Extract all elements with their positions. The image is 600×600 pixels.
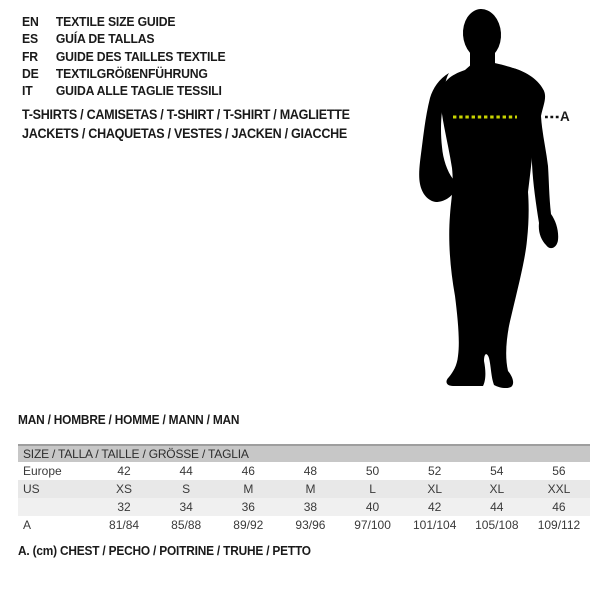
size-cell: XXL (547, 482, 571, 496)
size-cell: 32 (117, 500, 131, 514)
language-code: DE (22, 65, 39, 81)
language-code: IT (22, 83, 33, 99)
size-cell: 46 (552, 500, 566, 514)
size-cell: 101/104 (412, 518, 457, 532)
torso-legs (440, 62, 544, 388)
measurement-footnote: A. (cm) CHEST / PECHO / POITRINE / TRUHE / PETTO (18, 544, 311, 558)
size-cell: XS (116, 482, 133, 496)
size-cell: 48 (303, 464, 318, 478)
size-cell: 109/112 (537, 518, 581, 532)
language-row-fr (22, 48, 225, 65)
size-cell: 52 (428, 464, 442, 478)
language-row-de (22, 65, 225, 82)
size-cell: 42 (117, 464, 131, 478)
size-cell: 54 (490, 464, 504, 478)
section-title-man: MAN / HOMBRE / HOMME / MANN / MAN (18, 413, 240, 427)
category-line-jackets: JACKETS / CHAQUETAS / VESTES / JACKEN / GIACCHE (22, 125, 347, 141)
size-cell: 34 (179, 500, 193, 514)
size-cell: 38 (303, 500, 318, 514)
table-row-us (18, 480, 590, 498)
man-silhouette (395, 0, 575, 395)
language-row-en (22, 13, 225, 30)
size-cell: 97/100 (354, 518, 391, 532)
table-row-europe (18, 462, 590, 480)
size-cell: 85/88 (171, 518, 202, 532)
size-cell: 93/96 (295, 518, 326, 532)
row-label: US (23, 482, 40, 496)
size-cell: M (243, 482, 254, 496)
language-row-es (22, 30, 225, 47)
size-cell: 50 (365, 464, 380, 478)
size-cell: 44 (490, 500, 504, 514)
size-cell: L (369, 482, 376, 496)
measure-label-a: A (560, 109, 570, 124)
size-cell: S (182, 482, 191, 496)
size-cell: 105/108 (475, 518, 519, 532)
language-code: FR (22, 48, 38, 64)
row-label: Europe (23, 464, 62, 478)
row-label: A (23, 518, 32, 532)
size-cell: 40 (365, 500, 380, 514)
size-table (18, 444, 590, 534)
size-cell: 46 (241, 464, 255, 478)
size-cell: 56 (552, 464, 566, 478)
size-cell: XL (489, 482, 505, 496)
language-title: TEXTILE SIZE GUIDE (55, 14, 176, 29)
language-title: GUÍA DE TALLAS (55, 31, 155, 47)
garment-categories (22, 106, 350, 143)
language-code: EN (22, 14, 39, 29)
language-code: ES (22, 31, 38, 47)
table-row-numeric (18, 498, 590, 516)
size-cell: M (305, 482, 316, 496)
language-list (22, 13, 225, 99)
size-cell: 89/92 (233, 518, 264, 532)
size-cell: 81/84 (109, 518, 140, 532)
language-title: TEXTILGRÖßENFÜHRUNG (55, 65, 208, 81)
size-cell: XL (427, 482, 443, 496)
language-row-it (22, 82, 225, 99)
size-cell: 42 (428, 500, 442, 514)
language-title: GUIDE DES TAILLES TEXTILE (55, 48, 226, 64)
size-table-header: SIZE / TALLA / TAILLE / GRÖSSE / TAGLIA (18, 444, 590, 462)
size-cell: 36 (241, 500, 255, 514)
size-cell: 44 (179, 464, 193, 478)
category-line-tshirts: T-SHIRTS / CAMISETAS / T-SHIRT / T-SHIRT / MAGLIETTE (22, 107, 350, 122)
language-title: GUIDA ALLE TAGLIE TESSILI (55, 83, 222, 99)
table-row-chest-cm (18, 516, 590, 534)
